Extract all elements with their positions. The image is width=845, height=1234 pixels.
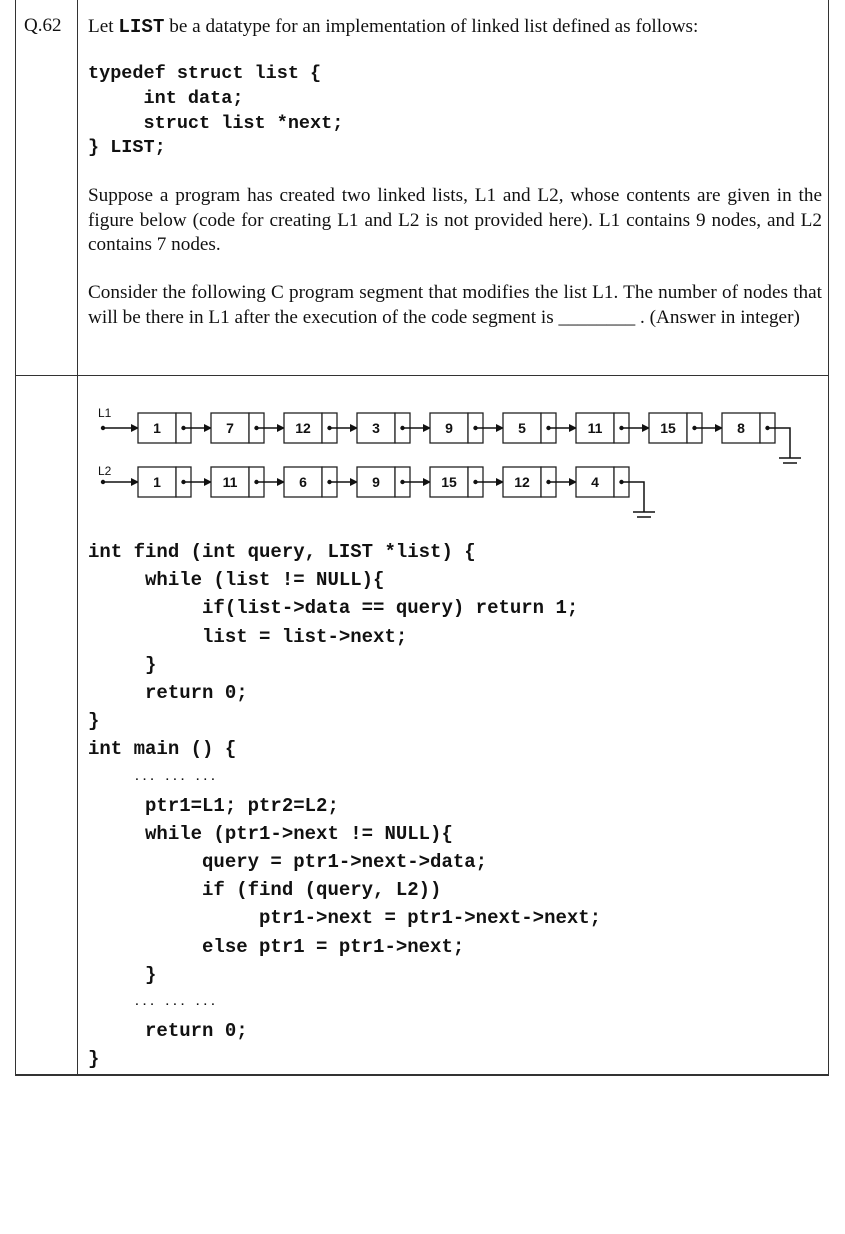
code-line: int main () { bbox=[88, 738, 237, 761]
node-value: 6 bbox=[299, 474, 307, 490]
paragraph-task: Consider the following C program segment that modifies the list L1. The number of nodes that will be there in L1 after the execution of the code segment is ________ . (Answer in integer) bbox=[88, 282, 822, 328]
row-divider bbox=[15, 375, 829, 376]
column-divider bbox=[77, 0, 78, 1076]
node-value: 12 bbox=[514, 474, 530, 490]
code-line: } bbox=[88, 653, 157, 676]
code-line: struct list *next; bbox=[88, 112, 344, 134]
node-value: 1 bbox=[153, 420, 161, 436]
code-line: } LIST; bbox=[88, 137, 166, 159]
code-ellipsis: ... ... ... bbox=[88, 997, 218, 1009]
intro-keyword: LIST bbox=[118, 16, 165, 38]
program-code-block bbox=[88, 538, 601, 1074]
intro-text-end: be a datatype for an implementation of linked list defined as follows: bbox=[164, 16, 699, 37]
code-line: } bbox=[88, 1048, 100, 1071]
code-line: if (find (query, L2)) bbox=[88, 879, 442, 902]
code-line: int find (int query, LIST *list) { bbox=[88, 541, 476, 563]
list-label: L2 bbox=[98, 464, 112, 478]
list-label: L1 bbox=[98, 406, 112, 420]
code-line: while (ptr1->next != NULL){ bbox=[88, 822, 453, 845]
question-number: Q.62 bbox=[24, 15, 62, 36]
code-line: while (list != NULL){ bbox=[88, 569, 385, 592]
node-value: 8 bbox=[737, 420, 745, 436]
code-line: ptr1=L1; ptr2=L2; bbox=[88, 794, 339, 817]
node-value: 15 bbox=[441, 474, 457, 490]
code-line: list = list->next; bbox=[88, 625, 408, 648]
typedef-code-block bbox=[88, 62, 343, 161]
code-line: if(list->data == query) return 1; bbox=[88, 597, 579, 620]
node-value: 3 bbox=[372, 420, 380, 436]
question-intro bbox=[88, 15, 822, 40]
node-value: 11 bbox=[587, 420, 603, 436]
code-line: query = ptr1->next->data; bbox=[88, 851, 488, 874]
paragraph-lists-description: Suppose a program has created two linked lists, L1 and L2, whose contents are given in the figure below (code for creating L1 and L2 is not provided here). L1 contains 9 nodes, and L2 contains 7 nodes. bbox=[88, 185, 822, 255]
node-value: 4 bbox=[591, 474, 599, 490]
code-ellipsis: ... ... ... bbox=[88, 771, 218, 784]
code-line: else ptr1 = ptr1->next; bbox=[88, 935, 465, 958]
node-value: 15 bbox=[660, 420, 676, 436]
code-line: return 0; bbox=[88, 681, 248, 704]
intro-text: Let bbox=[88, 16, 119, 37]
node-value: 9 bbox=[372, 474, 380, 490]
code-line: int data; bbox=[88, 87, 244, 109]
code-line: } bbox=[88, 963, 157, 986]
node-value: 11 bbox=[222, 474, 238, 490]
node-value: 9 bbox=[445, 420, 453, 436]
node-value: 7 bbox=[226, 420, 234, 436]
code-line: typedef struct list { bbox=[88, 63, 322, 84]
code-line: return 0; bbox=[88, 1020, 248, 1043]
node-value: 1 bbox=[153, 474, 161, 490]
code-line: ptr1->next = ptr1->next->next; bbox=[88, 907, 602, 930]
node-value: 12 bbox=[295, 420, 311, 436]
linked-lists-figure bbox=[0, 395, 845, 525]
node-value: 5 bbox=[518, 420, 526, 436]
code-line: } bbox=[88, 710, 100, 733]
